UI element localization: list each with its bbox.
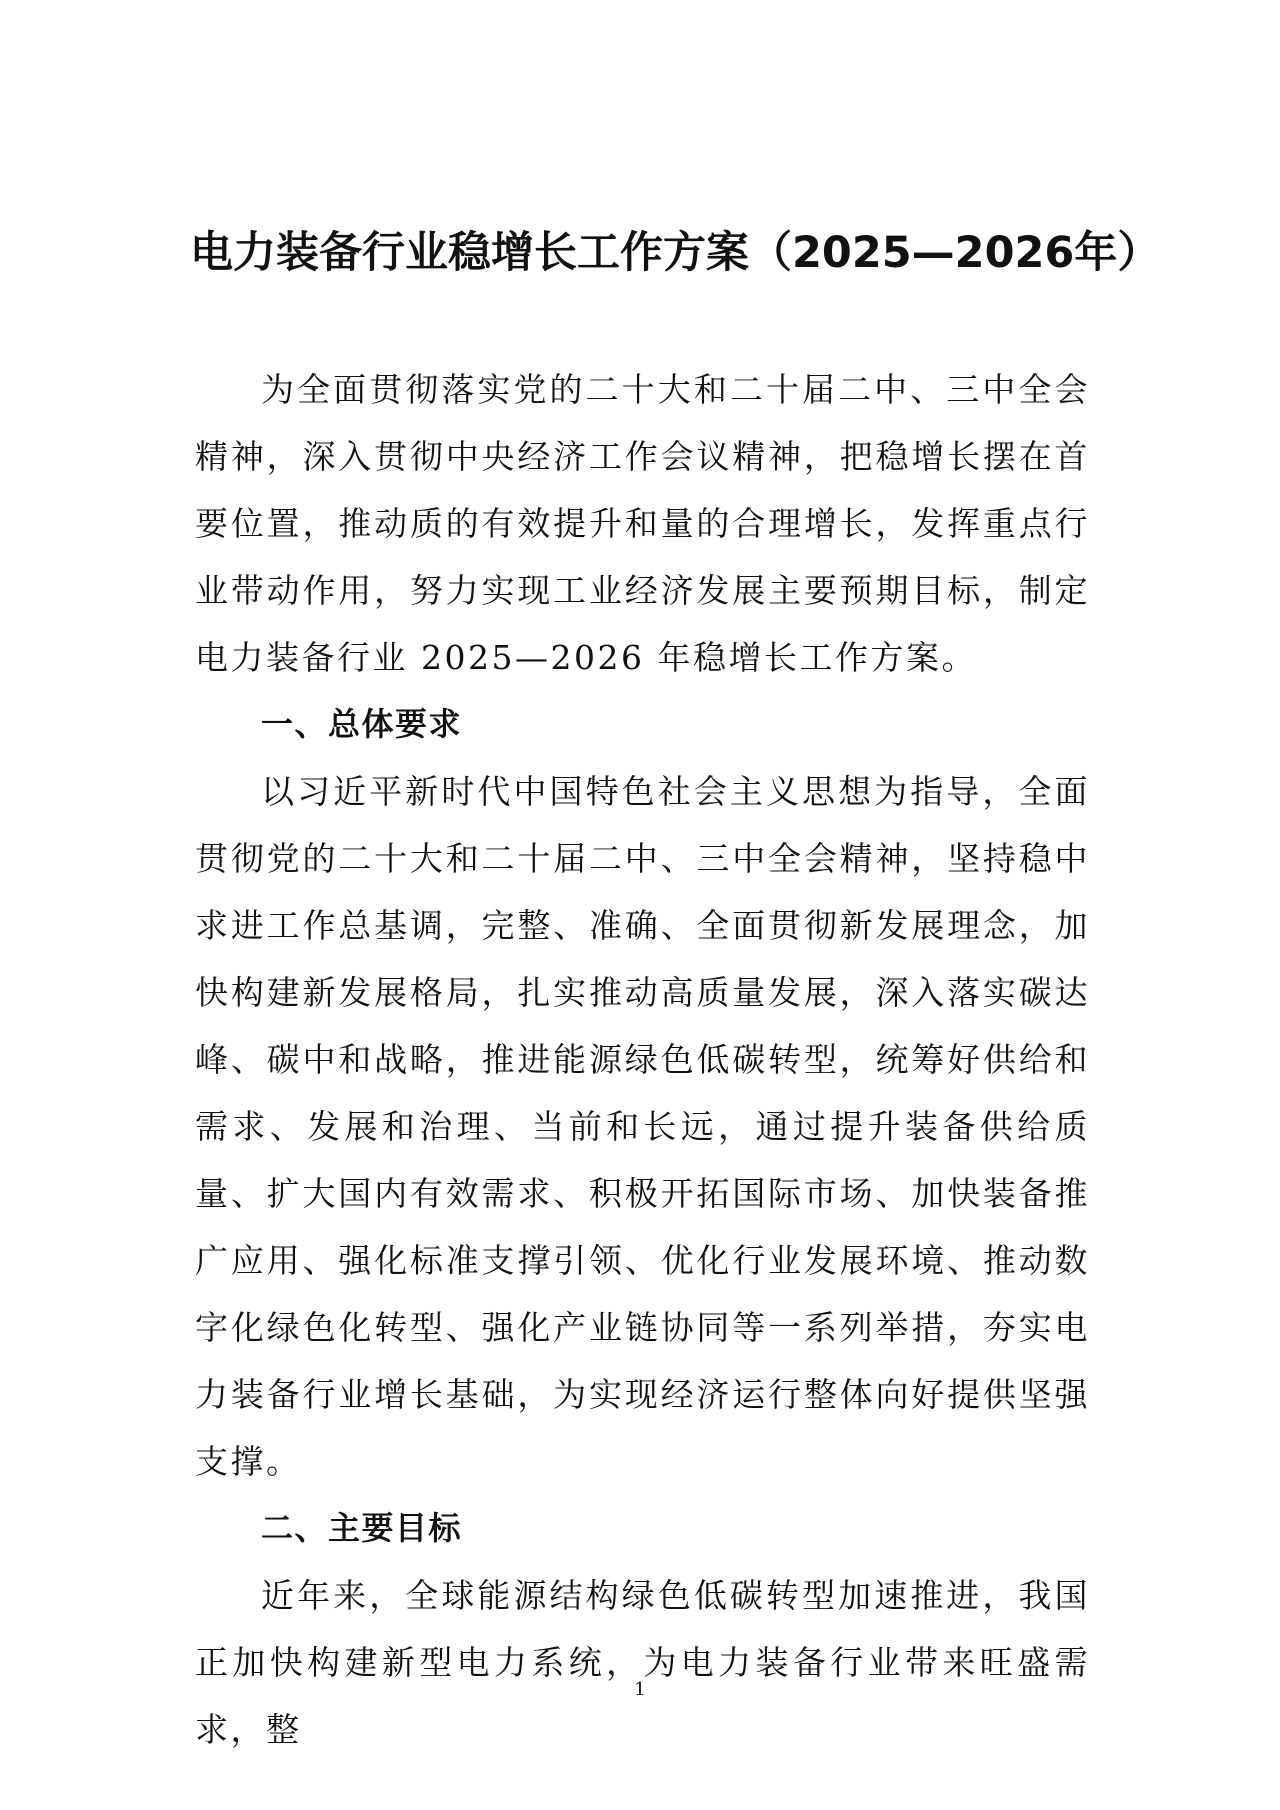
document-title: 电力装备行业稳增长工作方案（2025—2026年） bbox=[190, 228, 1161, 278]
general-requirements-paragraph: 以习近平新时代中国特色社会主义思想为指导，全面贯彻党的二十大和二十届二中、三中全会精神，坚持稳中求进工作总基调，完整、准确、全面贯彻新发展理念，加快构建新发展格局，扎实推动高质量发展，深入落实碳达峰、碳中和战略，推进能源绿色低碳转型，统筹好供给和需求、发展和治理、当前和长远，通过提升装备供给质量、扩大国内有效需求、积极开拓国际市场、加快装备推广应用、强化标准支撑引领、优化行业发展环境、推动数字化绿色化转型、强化产业链协同等一系列举措，夯实电力装备行业增长基础，为实现经济运行整体向好提供坚强支撑。 bbox=[195, 772, 1090, 1481]
main-goals-paragraph: 近年来，全球能源结构绿色低碳转型加速推进，我国正加快构建新型电力系统，为电力装备行业带来旺盛需求，整 bbox=[195, 1576, 1090, 1749]
intro-paragraph: 为全面贯彻落实党的二十大和二十届二中、三中全会精神，深入贯彻中央经济工作会议精神，把稳增长摆在首要位置，推动质的有效提升和量的合理增长，发挥重点行业带动作用，努力实现工业经济发展主要预期目标，制定电力装备行业 2025—2026 年稳增长工作方案。 bbox=[195, 370, 1090, 677]
section-heading-general-requirements: 一、总体要求 bbox=[261, 705, 463, 743]
document-body bbox=[195, 356, 1090, 1763]
page-number: 1 bbox=[634, 1679, 646, 1700]
section-heading-main-goals: 二、主要目标 bbox=[261, 1509, 463, 1547]
